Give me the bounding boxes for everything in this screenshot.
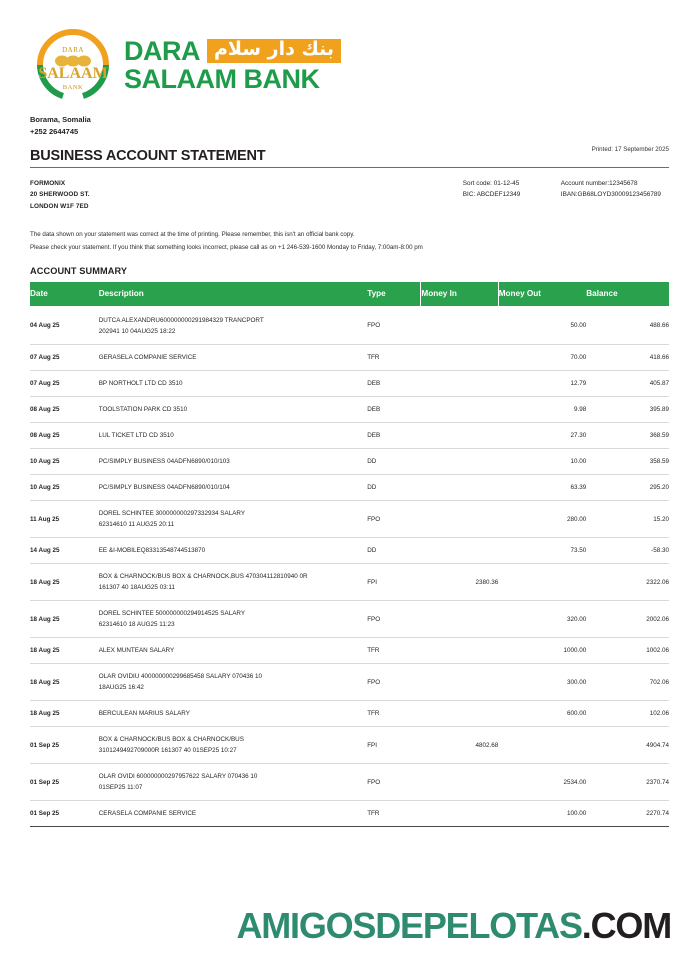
cell-date: 08 Aug 25 (30, 396, 99, 422)
description-line1: DOREL SCHINTEE 500000000294914525 SALARY (98, 610, 246, 618)
table-row (30, 764, 669, 801)
description-line1: BOX & CHARNOCK/BUS BOX & CHARNOCK/BUS (98, 736, 244, 744)
cell-type: DD (367, 448, 421, 474)
cell-balance: 1002.06 (586, 638, 669, 664)
description-line1: PC/SIMPLY BUSINESS 04ADFN6890/010/104 (98, 484, 230, 491)
cell-date: 18 Aug 25 (30, 701, 99, 727)
description-line1: BERCULEAN MARIUS SALARY (98, 710, 190, 718)
description-line1: OLAR OVIDIU 400000000299685458 SALARY 070436 10 (98, 673, 262, 681)
table-row (30, 475, 669, 501)
cell-money-out: 1000.00 (498, 638, 586, 664)
cell-money-out: 63.39 (498, 475, 586, 501)
description-line1: TOOLSTATION PARK CD 3510 (98, 405, 188, 413)
cell-balance: 2322.06 (586, 564, 669, 601)
cell-money-out: 600.00 (498, 701, 586, 727)
description-line1: GERASELA COMPANIE SERVICE (98, 353, 197, 361)
cell-money-out: 2534.00 (498, 764, 586, 801)
customer-address-line2: LONDON W1F 7ED (30, 202, 89, 210)
bank-logo-mark-icon (30, 27, 116, 103)
table-row (30, 448, 669, 474)
table-row (30, 801, 669, 827)
cell-money-in (421, 801, 498, 827)
table-row (30, 601, 669, 638)
table-row (30, 664, 669, 701)
account-number: Account number:12345678 (560, 180, 638, 188)
cell-money-out: 27.30 (498, 422, 586, 448)
column-header-money-out[interactable]: Money Out (498, 282, 586, 307)
cell-type: DD (367, 475, 421, 501)
description-line2: 18AUG25 16:42 (98, 684, 144, 692)
cell-description (99, 564, 367, 601)
cell-money-out: 320.00 (498, 601, 586, 638)
cell-date: 01 Sep 25 (30, 810, 60, 818)
description-line1: OLAR OVIDI 600000000297957622 SALARY 070436 10 (98, 773, 258, 781)
customer-address (30, 178, 90, 212)
cell-money-in (421, 638, 498, 664)
cell-description (99, 501, 367, 538)
cell-money-in (421, 396, 498, 422)
cell-description (99, 664, 367, 701)
cell-description (99, 307, 367, 345)
bic-code: BIC: ABCDEF12349 (462, 191, 521, 199)
cell-type: FPI (367, 727, 421, 764)
watermark-primary: AMIGOSDEPELOTAS (236, 905, 582, 946)
svg-text:BANK: BANK (62, 84, 84, 91)
account-details-block (30, 178, 669, 212)
bank-wordmark (124, 35, 341, 94)
bank-logo-header (30, 0, 669, 96)
cell-balance: 102.06 (586, 701, 669, 727)
table-row (30, 727, 669, 764)
table-row (30, 307, 669, 345)
svg-text:DARA: DARA (62, 46, 84, 54)
cell-date: 01 Sep 25 (30, 727, 99, 764)
cell-description (99, 601, 367, 638)
cell-type: FPO (367, 501, 421, 538)
cell-date: 07 Aug 25 (30, 370, 99, 396)
cell-money-in (421, 422, 498, 448)
cell-balance: 295.20 (586, 475, 669, 501)
cell-description (99, 422, 367, 448)
disclaimer-line1: The data shown on your statement was correct at the time of printing. Please remember, this isn't an official bank copy. (30, 230, 355, 238)
column-header-date[interactable]: Date (30, 282, 99, 307)
cell-type: FPO (367, 764, 421, 801)
cell-money-out: 70.00 (498, 344, 586, 370)
cell-type: DEB (367, 422, 421, 448)
description-line2: 3101249492709000R 161307 40 01SEP25 10:27 (98, 747, 237, 755)
customer-name: FORMONIX (30, 180, 66, 188)
cell-money-in (421, 664, 498, 701)
cell-description (99, 448, 367, 474)
description-line2: 01SEP25 11:07 (98, 784, 143, 792)
description-line1: BP NORTHOLT LTD CD 3510 (98, 379, 183, 387)
cell-balance: -58.30 (586, 538, 669, 564)
cell-date: 11 Aug 25 (30, 501, 99, 538)
bank-name-line2: SALAAM BANK (124, 63, 320, 94)
cell-type: TFR (367, 701, 421, 727)
table-row (30, 501, 669, 538)
title-divider (30, 167, 669, 168)
description-line1: EE &I-MOBILEQ83313548744513870 (98, 547, 206, 555)
cell-description (99, 396, 367, 422)
cell-date: 18 Aug 25 (30, 564, 99, 601)
cell-balance: 405.87 (586, 370, 669, 396)
table-row (30, 564, 669, 601)
cell-money-in (421, 601, 498, 638)
cell-balance: 4904.74 (586, 727, 669, 764)
description-line2: 62314610 11 AUG25 20:11 (98, 521, 175, 529)
cell-date: 08 Aug 25 (30, 422, 99, 448)
cell-money-in (421, 370, 498, 396)
cell-money-in (421, 307, 498, 345)
cell-balance: 15.20 (586, 501, 669, 538)
table-row (30, 638, 669, 664)
cell-balance: 358.59 (586, 448, 669, 474)
account-identifiers (463, 178, 669, 212)
bank-name-arabic: بنك دار سلام (207, 39, 341, 63)
cell-type: FPO (367, 307, 421, 345)
description-line1: BOX & CHARNOCK/BUS BOX & CHARNOCK,BUS 470304112810940 0R (98, 573, 308, 581)
description-line2: 161307 40 18AUG25 03:11 (98, 584, 175, 592)
cell-balance: 418.66 (586, 344, 669, 370)
description-line1: DUTCA ALEXANDRU600000000291984329 TRANCPORT (98, 316, 264, 324)
description-line1: PC/SIMPLY BUSINESS 04ADFN6890/010/103 (98, 457, 230, 465)
cell-description (99, 701, 367, 727)
cell-date: 18 Aug 25 (30, 638, 99, 664)
cell-money-out (498, 564, 586, 601)
cell-type: DD (367, 538, 421, 564)
cell-money-out: 280.00 (498, 501, 586, 538)
cell-money-out: 100.00 (567, 810, 587, 818)
table-header-row (30, 282, 669, 307)
cell-money-in: 4802.68 (421, 727, 498, 764)
bank-name-line1: DARA (124, 35, 200, 66)
printed-date: Printed: 17 September 2025 (591, 146, 669, 154)
column-header-type[interactable]: Type (367, 282, 421, 307)
watermark (0, 905, 671, 947)
cell-description (99, 538, 367, 564)
cell-type: FPI (367, 564, 421, 601)
table-row (30, 396, 669, 422)
cell-money-in (421, 501, 498, 538)
cell-type: FPO (367, 601, 421, 638)
cell-money-in (421, 538, 498, 564)
cell-description (99, 727, 367, 764)
table-header (30, 282, 669, 307)
account-summary-heading: ACCOUNT SUMMARY (30, 265, 128, 276)
bank-city: Borama, Somalia (30, 115, 91, 124)
description-line2: 202941 10 04AUG25 18:22 (98, 327, 176, 335)
cell-money-out: 300.00 (498, 664, 586, 701)
cell-money-out: 50.00 (498, 307, 586, 345)
cell-money-out (498, 727, 586, 764)
cell-type: DEB (367, 396, 421, 422)
svg-text:SALAAM: SALAAM (38, 65, 108, 82)
customer-address-line1: 20 SHERWOOD ST. (30, 191, 90, 199)
column-header-money-in[interactable]: Money In (421, 282, 498, 307)
cell-date: 04 Aug 25 (30, 307, 99, 345)
cell-date: 14 Aug 25 (30, 538, 99, 564)
description-line1: DOREL SCHINTEE 300000000297332934 SALARY (98, 510, 246, 518)
cell-money-out: 73.50 (498, 538, 586, 564)
bank-address (30, 114, 669, 137)
cell-money-out: 9.98 (498, 396, 586, 422)
cell-balance: 2002.06 (586, 601, 669, 638)
cell-balance: 2270.74 (646, 810, 669, 818)
cell-balance: 488.66 (586, 307, 669, 345)
column-header-balance[interactable]: Balance (586, 282, 669, 307)
cell-description (99, 638, 367, 664)
cell-type: FPO (367, 664, 421, 701)
cell-date: 01 Sep 25 (30, 764, 99, 801)
disclaimer-line2: Please check your statement. If you think that something looks incorrect, please call as on +1 246-539-1600 Monday to Friday, 7:00am-8:00 pm (30, 243, 423, 251)
cell-money-in (421, 344, 498, 370)
cell-description (99, 370, 367, 396)
disclaimer-block (30, 228, 669, 254)
cell-description (99, 801, 367, 827)
cell-description (99, 764, 367, 801)
cell-date: 18 Aug 25 (30, 601, 99, 638)
table-row (30, 701, 669, 727)
cell-type: TFR (367, 638, 421, 664)
cell-date: 18 Aug 25 (30, 664, 99, 701)
cell-type: TFR (367, 810, 380, 818)
cell-date: 10 Aug 25 (30, 475, 99, 501)
table-row (30, 538, 669, 564)
cell-balance: 2370.74 (586, 764, 669, 801)
cell-money-in (421, 475, 498, 501)
cell-balance: 702.06 (586, 664, 669, 701)
sort-code: Sort code: 01-12-45 (462, 180, 520, 188)
watermark-suffix: .COM (581, 905, 671, 946)
page-title: BUSINESS ACCOUNT STATEMENT (30, 148, 266, 165)
cell-balance: 395.89 (586, 396, 669, 422)
cell-type: DEB (367, 370, 421, 396)
cell-description (99, 475, 367, 501)
cell-money-out: 10.00 (498, 448, 586, 474)
column-header-description[interactable]: Description (99, 282, 367, 307)
cell-money-in (421, 448, 498, 474)
cell-money-in (421, 764, 498, 801)
cell-money-out: 12.79 (498, 370, 586, 396)
bank-phone: +252 2644745 (30, 126, 79, 136)
cell-date: 10 Aug 25 (30, 448, 99, 474)
description-line1: CERASELA COMPANIE SERVICE (98, 810, 197, 818)
cell-money-in: 2380.36 (421, 564, 498, 601)
description-line2: 62314610 18 AUG25 11:23 (98, 621, 175, 629)
table-row (30, 422, 669, 448)
table-body (30, 307, 669, 826)
table-row (30, 370, 669, 396)
transactions-table (30, 282, 669, 826)
iban-code: IBAN:GB68LOYD30009123456789 (560, 191, 661, 199)
cell-date: 07 Aug 25 (30, 344, 99, 370)
cell-type: TFR (367, 344, 421, 370)
cell-money-in (421, 701, 498, 727)
description-line1: ALEX MUNTEAN SALARY (98, 647, 175, 655)
statement-title-block (30, 148, 669, 168)
description-line1: LUL TICKET LTD CD 3510 (98, 431, 174, 439)
cell-description (99, 344, 367, 370)
table-row (30, 344, 669, 370)
table-bottom-border (30, 826, 669, 827)
cell-balance: 368.59 (586, 422, 669, 448)
